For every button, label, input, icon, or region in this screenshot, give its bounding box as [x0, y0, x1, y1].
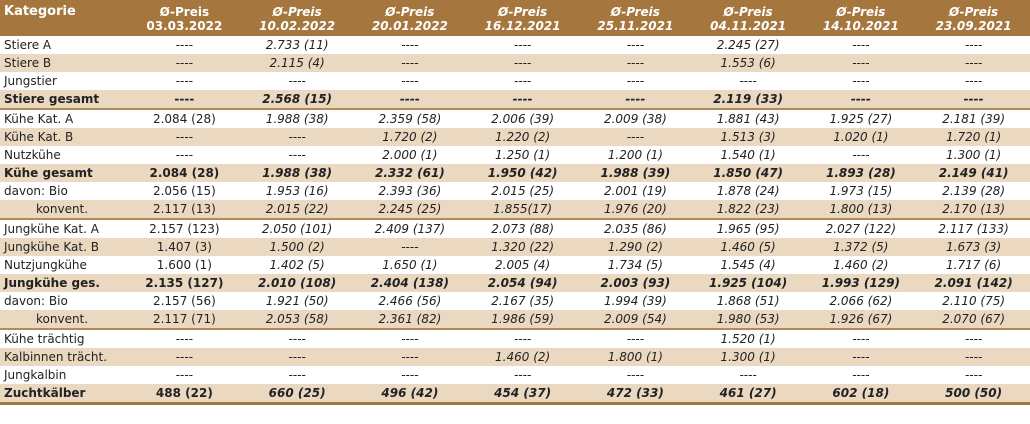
price-cell: 1.855(17)	[493, 202, 553, 216]
table-row	[0, 72, 1030, 90]
table-row	[0, 329, 1030, 348]
price-cell: 1.600 (1)	[156, 258, 212, 272]
price-cell: 1.520 (1)	[692, 329, 805, 348]
price-cell: 2.733 (11)	[265, 38, 329, 52]
price-cell: ----	[852, 350, 870, 364]
price-cell: 2.170 (13)	[942, 202, 1006, 216]
price-cell: 1.953 (16)	[265, 184, 329, 198]
price-cell: 2.117 (13)	[152, 202, 216, 216]
price-cell: 1.881 (43)	[692, 109, 805, 128]
table-row	[0, 146, 1030, 164]
price-cell: 488 (22)	[128, 384, 241, 404]
price-cell: ----	[175, 56, 194, 70]
price-cell: 1.993 (129)	[821, 276, 900, 290]
price-cell: 2.070 (67)	[942, 312, 1006, 326]
price-cell: 1.734 (5)	[607, 258, 663, 272]
price-cell: 2.010 (108)	[258, 276, 337, 290]
price-cell: 472 (33)	[579, 384, 692, 404]
table-row	[0, 238, 1030, 256]
header-col: Ø-Preis 16.12.2021	[484, 5, 561, 33]
header-col: Ø-Preis 14.10.2021	[822, 5, 899, 33]
price-cell: ----	[401, 350, 419, 364]
table-row	[0, 310, 1030, 329]
header-col: Ø-Preis 04.11.2021	[710, 5, 787, 33]
price-cell: 2.568 (15)	[262, 92, 333, 106]
price-cell: ----	[626, 130, 645, 144]
price-cell: 2.003 (93)	[600, 276, 671, 290]
price-cell: ----	[401, 56, 419, 70]
price-cell: ----	[401, 74, 419, 88]
price-cell: ----	[626, 74, 645, 88]
price-cell: 660 (25)	[241, 384, 354, 404]
price-cell: ----	[174, 92, 195, 106]
price-cell: 1.540 (1)	[720, 148, 776, 162]
price-cell: 1.925 (27)	[805, 109, 918, 128]
price-cell: 2.393 (36)	[378, 184, 442, 198]
table-row	[0, 200, 1030, 219]
price-cell: ----	[401, 240, 419, 254]
price-cell: 1.921 (50)	[265, 294, 329, 308]
price-cell: ----	[175, 148, 194, 162]
price-cell: 1.926 (67)	[829, 312, 893, 326]
price-cell: 1.994 (39)	[603, 294, 667, 308]
table-row	[0, 128, 1030, 146]
price-cell: 602 (18)	[805, 384, 918, 404]
price-cell: 2.119 (33)	[713, 92, 784, 106]
price-cell: 2.181 (39)	[917, 109, 1030, 128]
price-cell: 1.407 (3)	[156, 240, 212, 254]
price-cell: 1.320 (22)	[491, 240, 555, 254]
price-cell: 2.245 (27)	[716, 38, 780, 52]
price-cell: ----	[852, 74, 870, 88]
price-cell: ----	[466, 329, 579, 348]
row-label: Kühe Kat. B	[4, 130, 74, 144]
price-cell: 2.404 (138)	[370, 276, 449, 290]
price-cell: 2.054 (94)	[487, 276, 558, 290]
price-cell: ----	[288, 350, 306, 364]
price-cell: 2.149 (41)	[938, 166, 1009, 180]
price-cell: 2.084 (28)	[149, 166, 220, 180]
price-cell: ----	[128, 329, 241, 348]
price-cell: 496 (42)	[354, 384, 467, 404]
header-col: Ø-Preis 23.09.2021	[935, 5, 1012, 33]
price-cell: ----	[626, 56, 645, 70]
price-cell: ----	[964, 368, 983, 382]
row-label: konvent.	[36, 312, 89, 326]
price-cell: 2.015 (22)	[265, 202, 329, 216]
price-cell: 2.139 (28)	[942, 184, 1006, 198]
price-cell: 1.986 (59)	[491, 312, 555, 326]
price-cell: ----	[852, 38, 870, 52]
price-cell: 2.245 (25)	[378, 202, 442, 216]
price-cell: ----	[852, 148, 870, 162]
price-cell: ----	[399, 92, 420, 106]
row-label: Kalbinnen trächt.	[4, 350, 108, 364]
table-row	[0, 182, 1030, 200]
row-label: Zuchtkälber	[0, 384, 128, 404]
price-cell: ----	[512, 92, 533, 106]
price-cell: 1.720 (1)	[946, 130, 1002, 144]
price-cell: 1.973 (15)	[829, 184, 893, 198]
price-cell: 1.513 (3)	[720, 130, 776, 144]
price-cell: 2.000 (1)	[382, 148, 438, 162]
price-cell: ----	[288, 130, 306, 144]
price-cell: 1.925 (104)	[709, 276, 788, 290]
price-cell: ----	[513, 56, 532, 70]
price-cell: 2.117 (133)	[917, 219, 1030, 238]
price-cell: ----	[354, 329, 467, 348]
row-label: davon: Bio	[4, 294, 68, 308]
row-label: Jungkalbin	[4, 368, 67, 382]
price-cell: ----	[401, 368, 419, 382]
header-col: Ø-Preis 03.03.2022	[146, 5, 223, 33]
price-cell: ----	[175, 38, 194, 52]
price-cell: 2.157 (123)	[128, 219, 241, 238]
price-cell: 2.066 (62)	[829, 294, 893, 308]
price-cell: 2.035 (86)	[579, 219, 692, 238]
price-cell: 2.359 (58)	[354, 109, 467, 128]
price-cell: 1.822 (23)	[716, 202, 780, 216]
table-row	[0, 292, 1030, 310]
price-cell: 500 (50)	[917, 384, 1030, 404]
price-cell: ----	[175, 74, 194, 88]
price-cell: ----	[175, 350, 194, 364]
price-cell: 1.372 (5)	[833, 240, 889, 254]
price-cell: 2.110 (75)	[942, 294, 1006, 308]
price-cell: 2.091 (142)	[934, 276, 1013, 290]
row-label: Stiere gesamt	[4, 92, 100, 106]
row-label: Kühe trächtig	[0, 329, 128, 348]
price-cell: 1.980 (53)	[716, 312, 780, 326]
price-cell: 1.893 (28)	[825, 166, 896, 180]
price-cell: ----	[917, 329, 1030, 348]
price-cell: ----	[579, 329, 692, 348]
price-cell: 1.200 (1)	[607, 148, 663, 162]
price-cell: ----	[964, 56, 983, 70]
price-cell: 2.050 (101)	[241, 219, 354, 238]
table-row	[0, 164, 1030, 182]
price-cell: ----	[739, 74, 757, 88]
price-cell: ----	[964, 74, 983, 88]
price-cell: 2.006 (39)	[466, 109, 579, 128]
price-cell: 2.015 (25)	[491, 184, 555, 198]
price-cell: ----	[850, 92, 871, 106]
price-cell: 2.005 (4)	[495, 258, 551, 272]
price-cell: 1.250 (1)	[495, 148, 551, 162]
price-cell: ----	[625, 92, 646, 106]
price-cell: 2.409 (137)	[354, 219, 467, 238]
price-cell: 461 (27)	[692, 384, 805, 404]
price-cell: 1.878 (24)	[716, 184, 780, 198]
price-cell: 1.988 (38)	[241, 109, 354, 128]
header-kategorie: Kategorie	[4, 4, 76, 19]
price-cell: 1.545 (4)	[720, 258, 776, 272]
price-cell: ----	[401, 38, 419, 52]
price-cell: 1.500 (2)	[269, 240, 325, 254]
price-cell: 1.460 (2)	[495, 350, 551, 364]
row-label: Jungkühe Kat. A	[0, 219, 128, 238]
row-label: konvent.	[36, 202, 89, 216]
price-cell: 2.135 (127)	[145, 276, 224, 290]
price-cell: 1.965 (95)	[692, 219, 805, 238]
price-cell: ----	[964, 38, 983, 52]
row-label: Jungstier	[4, 74, 57, 88]
price-cell: 1.988 (39)	[600, 166, 671, 180]
price-cell: 1.460 (5)	[720, 240, 776, 254]
price-cell: ----	[964, 350, 983, 364]
price-cell: ----	[626, 38, 645, 52]
price-cell: 1.220 (2)	[495, 130, 551, 144]
price-cell: ----	[513, 74, 532, 88]
table-header	[0, 0, 1030, 36]
price-cell: 2.361 (82)	[378, 312, 442, 326]
price-cell: 1.850 (47)	[713, 166, 784, 180]
row-label: Stiere A	[4, 38, 52, 52]
price-cell: 2.117 (71)	[152, 312, 216, 326]
header-col: Ø-Preis 10.02.2022	[259, 5, 336, 33]
header-col: Ø-Preis 25.11.2021	[597, 5, 674, 33]
row-label: Kühe gesamt	[4, 166, 93, 180]
table-row	[0, 366, 1030, 384]
row-label: Jungkühe Kat. B	[4, 240, 99, 254]
price-cell: 1.800 (13)	[829, 202, 893, 216]
price-cell: ----	[852, 368, 870, 382]
price-cell: 2.056 (15)	[152, 184, 216, 198]
price-cell: 454 (37)	[466, 384, 579, 404]
price-cell: ----	[288, 148, 306, 162]
price-cell: 1.976 (20)	[603, 202, 667, 216]
table-row	[0, 384, 1030, 404]
price-cell: ----	[626, 368, 645, 382]
table-row	[0, 109, 1030, 128]
table-row	[0, 36, 1030, 54]
price-cell: 1.800 (1)	[607, 350, 663, 364]
price-cell: 1.290 (2)	[607, 240, 663, 254]
price-cell: ----	[241, 329, 354, 348]
price-cell: 1.020 (1)	[833, 130, 889, 144]
table-row	[0, 90, 1030, 109]
price-cell: 1.673 (3)	[946, 240, 1002, 254]
price-cell: 1.650 (1)	[382, 258, 438, 272]
price-cell: 2.167 (35)	[491, 294, 555, 308]
price-cell: 2.073 (88)	[466, 219, 579, 238]
price-cell: ----	[805, 329, 918, 348]
price-cell: ----	[175, 130, 194, 144]
price-cell: 2.115 (4)	[269, 56, 325, 70]
price-cell: ----	[852, 56, 870, 70]
price-cell: ----	[963, 92, 984, 106]
table-row	[0, 54, 1030, 72]
table-row	[0, 274, 1030, 292]
price-cell: 2.157 (56)	[152, 294, 216, 308]
price-cell: 1.950 (42)	[487, 166, 558, 180]
price-cell: ----	[513, 368, 532, 382]
price-cell: 1.553 (6)	[720, 56, 776, 70]
price-cell: 2.001 (19)	[603, 184, 667, 198]
price-cell: 1.460 (2)	[833, 258, 889, 272]
row-label: Nutzkühe	[4, 148, 61, 162]
row-label: Nutzjungkühe	[4, 258, 87, 272]
price-cell: 2.027 (122)	[805, 219, 918, 238]
price-cell: 2.053 (58)	[265, 312, 329, 326]
row-label: davon: Bio	[4, 184, 68, 198]
price-cell: 1.868 (51)	[716, 294, 780, 308]
row-label: Stiere B	[4, 56, 52, 70]
price-cell: ----	[288, 368, 306, 382]
table-row	[0, 256, 1030, 274]
price-cell: 2.466 (56)	[378, 294, 442, 308]
price-cell: 1.720 (2)	[382, 130, 438, 144]
row-label: Kühe Kat. A	[0, 109, 128, 128]
price-cell: ----	[175, 368, 194, 382]
price-cell: 2.009 (38)	[579, 109, 692, 128]
price-cell: ----	[513, 38, 532, 52]
price-cell: 1.300 (1)	[946, 148, 1002, 162]
price-cell: ----	[288, 74, 306, 88]
table-body	[0, 36, 1030, 404]
price-cell: 2.332 (61)	[374, 166, 445, 180]
header-col: Ø-Preis 20.01.2022	[371, 5, 448, 33]
price-cell: 1.988 (38)	[262, 166, 333, 180]
table-row	[0, 219, 1030, 238]
price-cell: 2.009 (54)	[603, 312, 667, 326]
price-cell: 1.717 (6)	[946, 258, 1002, 272]
price-cell: ----	[739, 368, 757, 382]
row-label: Jungkühe ges.	[4, 276, 100, 290]
price-cell: 2.084 (28)	[128, 109, 241, 128]
price-cell: 1.300 (1)	[720, 350, 776, 364]
price-cell: 1.402 (5)	[269, 258, 325, 272]
table-row	[0, 348, 1030, 366]
